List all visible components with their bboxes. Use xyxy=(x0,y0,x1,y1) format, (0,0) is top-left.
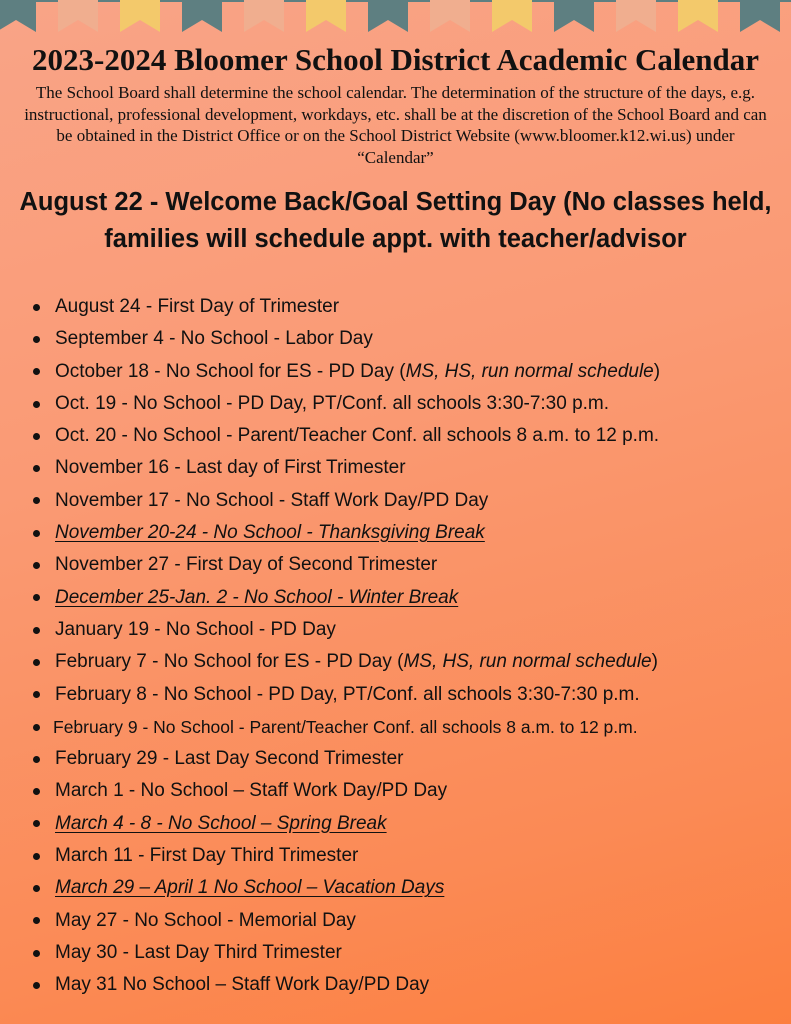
calendar-events-list xyxy=(33,291,783,1002)
break-event-item xyxy=(33,517,783,549)
bullet-icon xyxy=(33,820,40,827)
bullet-icon xyxy=(33,691,40,698)
bunting-flag xyxy=(368,0,408,32)
event-text: October 18 - No School for ES - PD Day ( xyxy=(55,360,406,382)
event-item xyxy=(33,420,783,452)
event-note: MS, HS, run normal schedule xyxy=(405,360,654,382)
bullet-icon xyxy=(33,659,40,666)
event-text: August 24 - First Day of Trimester xyxy=(55,296,340,317)
bullet-icon xyxy=(33,562,40,569)
page-title: 2023-2024 Bloomer School District Academic Calendar xyxy=(32,42,759,77)
bunting-flag xyxy=(0,0,36,32)
event-item xyxy=(33,388,783,420)
event-text: November 16 - Last day of First Trimester xyxy=(55,457,406,479)
bunting-flag xyxy=(244,0,284,32)
bullet-icon xyxy=(33,530,40,537)
bullet-icon xyxy=(33,756,40,763)
event-note: MS, HS, run normal schedule xyxy=(403,651,652,673)
break-event-item xyxy=(33,582,783,614)
bunting-flag xyxy=(306,0,346,32)
bullet-icon xyxy=(33,982,40,989)
event-text: March 29 – April 1 No School – Vacation Days xyxy=(55,877,445,899)
event-item xyxy=(33,743,783,775)
bunting-flag xyxy=(430,0,470,32)
bullet-icon xyxy=(33,465,40,472)
event-text: March 1 - No School – Staff Work Day/PD Day xyxy=(55,780,448,802)
bunting-flag xyxy=(182,0,222,32)
bullet-icon xyxy=(33,497,40,504)
event-item xyxy=(33,905,783,937)
bunting-flag xyxy=(678,0,718,32)
event-text: November 17 - No School - Staff Work Day/PD Day xyxy=(55,489,489,511)
event-item xyxy=(33,711,783,743)
event-text: May 30 - Last Day Third Trimester xyxy=(55,941,342,963)
welcome-back-headline: August 22 - Welcome Back/Goal Setting Day (No classes held, families will schedule appt. with teacher/advisor xyxy=(19,188,772,253)
bullet-icon xyxy=(33,304,40,311)
bullet-icon xyxy=(33,627,40,634)
break-event-item xyxy=(33,872,783,904)
event-text: September 4 - No School - Labor Day xyxy=(55,328,373,350)
event-text: May 31 No School – Staff Work Day/PD Day xyxy=(55,974,430,996)
event-item xyxy=(33,356,783,388)
event-text: February 7 - No School for ES - PD Day ( xyxy=(55,651,404,673)
event-item xyxy=(33,646,783,678)
event-text: January 19 - No School - PD Day xyxy=(55,618,336,640)
event-item xyxy=(33,452,783,484)
event-item xyxy=(33,549,783,581)
bullet-icon xyxy=(33,788,40,795)
event-item xyxy=(33,775,783,807)
event-item xyxy=(33,937,783,969)
bullet-icon xyxy=(33,950,40,957)
bunting-flag xyxy=(58,0,98,32)
bullet-icon xyxy=(33,724,40,731)
bullet-icon xyxy=(33,401,40,408)
bullet-icon xyxy=(33,368,40,375)
event-text: December 25-Jan. 2 - No School - Winter Break xyxy=(55,586,459,608)
bullet-icon xyxy=(33,885,40,892)
event-item xyxy=(33,969,783,1001)
bunting-banner xyxy=(0,0,791,36)
event-text: Oct. 19 - No School - PD Day, PT/Conf. all schools 3:30-7:30 p.m. xyxy=(55,392,610,414)
bullet-icon xyxy=(33,917,40,924)
event-text: May 27 - No School - Memorial Day xyxy=(55,909,356,931)
bunting-flag xyxy=(616,0,656,32)
event-text: February 8 - No School - PD Day, PT/Conf. all schools 3:30-7:30 p.m. xyxy=(55,683,640,705)
bullet-icon xyxy=(33,594,40,601)
event-item xyxy=(33,291,783,323)
bunting-flag xyxy=(554,0,594,32)
event-item xyxy=(33,679,783,711)
bullet-icon xyxy=(33,336,40,343)
bunting-flag xyxy=(740,0,780,32)
event-text: November 20-24 - No School - Thanksgiving Break xyxy=(55,522,485,544)
event-item xyxy=(33,840,783,872)
event-note-close: ) xyxy=(651,651,658,673)
event-text: March 4 - 8 - No School – Spring Break xyxy=(55,812,387,834)
event-text: February 9 - No School - Parent/Teacher Conf. all schools 8 a.m. to 12 p.m. xyxy=(53,716,638,737)
bullet-icon xyxy=(33,853,40,860)
event-note-close: ) xyxy=(653,360,661,382)
event-item xyxy=(33,323,783,355)
event-text: February 29 - Last Day Second Trimester xyxy=(55,748,404,770)
event-item xyxy=(33,485,783,517)
event-item xyxy=(33,614,783,646)
bullet-icon xyxy=(33,433,40,440)
event-text: Oct. 20 - No School - Parent/Teacher Conf. all schools 8 a.m. to 12 p.m. xyxy=(55,425,660,447)
bunting-flag xyxy=(492,0,532,32)
event-text: March 11 - First Day Third Trimester xyxy=(55,845,359,867)
intro-paragraph: The School Board shall determine the school calendar. The determination of the structure of the days, e.g. instructional, professional development, workdays, etc. shall be at the discretion of the School Board and can be obtained in the District Office or on the School District Website (www.bloomer.k12.wi.us) under “Calendar” xyxy=(24,83,767,167)
bunting-flag xyxy=(120,0,160,32)
event-text: November 27 - First Day of Second Trimester xyxy=(55,554,438,576)
break-event-item xyxy=(33,808,783,840)
